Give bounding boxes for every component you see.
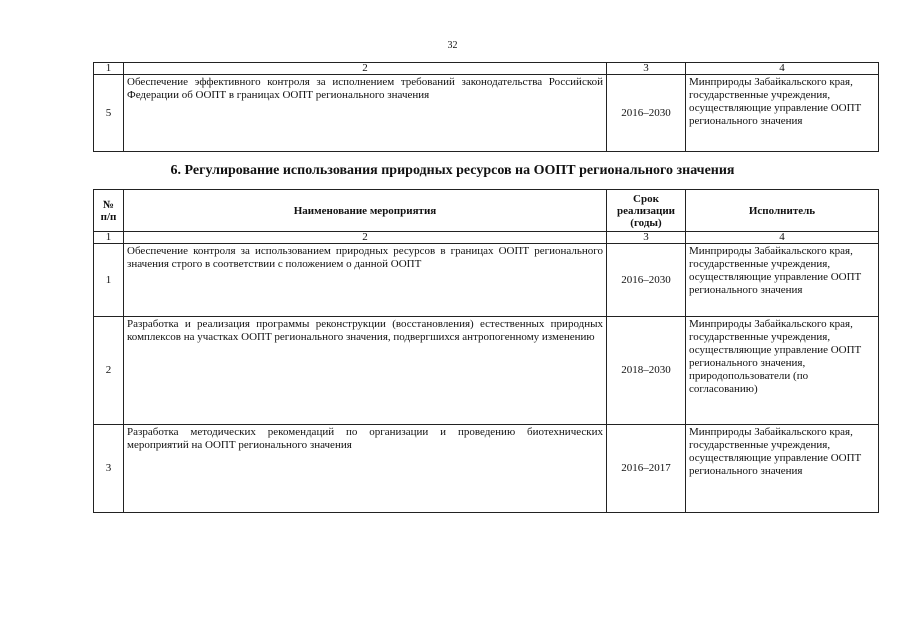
column-index-row <box>94 63 879 75</box>
header-executor: Исполнитель <box>686 190 879 232</box>
column-index-cell: 4 <box>686 63 879 75</box>
column-index-row <box>94 232 879 244</box>
executor: Минприроды Забайкальского края, государственные учреждения, осуществляющие управление ООПТ регионального значения, природопользователи (по согласованию) <box>686 317 879 425</box>
implementation-period: 2016–2030 <box>607 244 686 317</box>
column-index-cell: 3 <box>607 63 686 75</box>
table-row <box>94 75 879 152</box>
row-number: 2 <box>94 317 124 425</box>
executor: Минприроды Забайкальского края, государственные учреждения, осуществляющие управление ООПТ регионального значения <box>686 244 879 317</box>
row-number: 5 <box>94 75 124 152</box>
measure-name: Разработка методических рекомендаций по организации и проведению биотехнических мероприятий на ООПТ регионального значения <box>124 425 607 513</box>
header-name: Наименование мероприятия <box>124 190 607 232</box>
section-title: 6. Регулирование использования природных ресурсов на ООПТ регионального значения <box>170 163 735 178</box>
executor: Минприроды Забайкальского края, государственные учреждения, осуществляющие управление ООПТ регионального значения <box>686 425 879 513</box>
executor: Минприроды Забайкальского края, государственные учреждения, осуществляющие управление ООПТ регионального значения <box>686 75 879 152</box>
table-row <box>94 244 879 317</box>
column-index-cell: 2 <box>124 63 607 75</box>
measures-table <box>93 189 879 513</box>
measure-name: Обеспечение контроля за использованием природных ресурсов в границах ООПТ регионального значения строго в соответствии с положением о данной ООПТ <box>124 244 607 317</box>
row-number: 3 <box>94 425 124 513</box>
table-row <box>94 425 879 513</box>
measures-table-continued <box>93 62 879 152</box>
header-number: № п/п <box>94 190 124 232</box>
measure-name: Разработка и реализация программы реконструкции (восстановления) естественных природных комплексов на участках ООПТ регионального значения, подвергшихся антропогенному изменению <box>124 317 607 425</box>
column-index-cell: 2 <box>124 232 607 244</box>
column-index-cell: 1 <box>94 63 124 75</box>
page-number: 32 <box>447 40 458 51</box>
header-period: Срок реализации (годы) <box>607 190 686 232</box>
table-header-row <box>94 190 879 232</box>
implementation-period: 2016–2030 <box>607 75 686 152</box>
row-number: 1 <box>94 244 124 317</box>
implementation-period: 2018–2030 <box>607 317 686 425</box>
column-index-cell: 1 <box>94 232 124 244</box>
column-index-cell: 4 <box>686 232 879 244</box>
measure-name: Обеспечение эффективного контроля за исполнением требований законодательства Российской Федерации об ООПТ в границах ООПТ регионального значения <box>124 75 607 152</box>
table-row <box>94 317 879 425</box>
implementation-period: 2016–2017 <box>607 425 686 513</box>
column-index-cell: 3 <box>607 232 686 244</box>
